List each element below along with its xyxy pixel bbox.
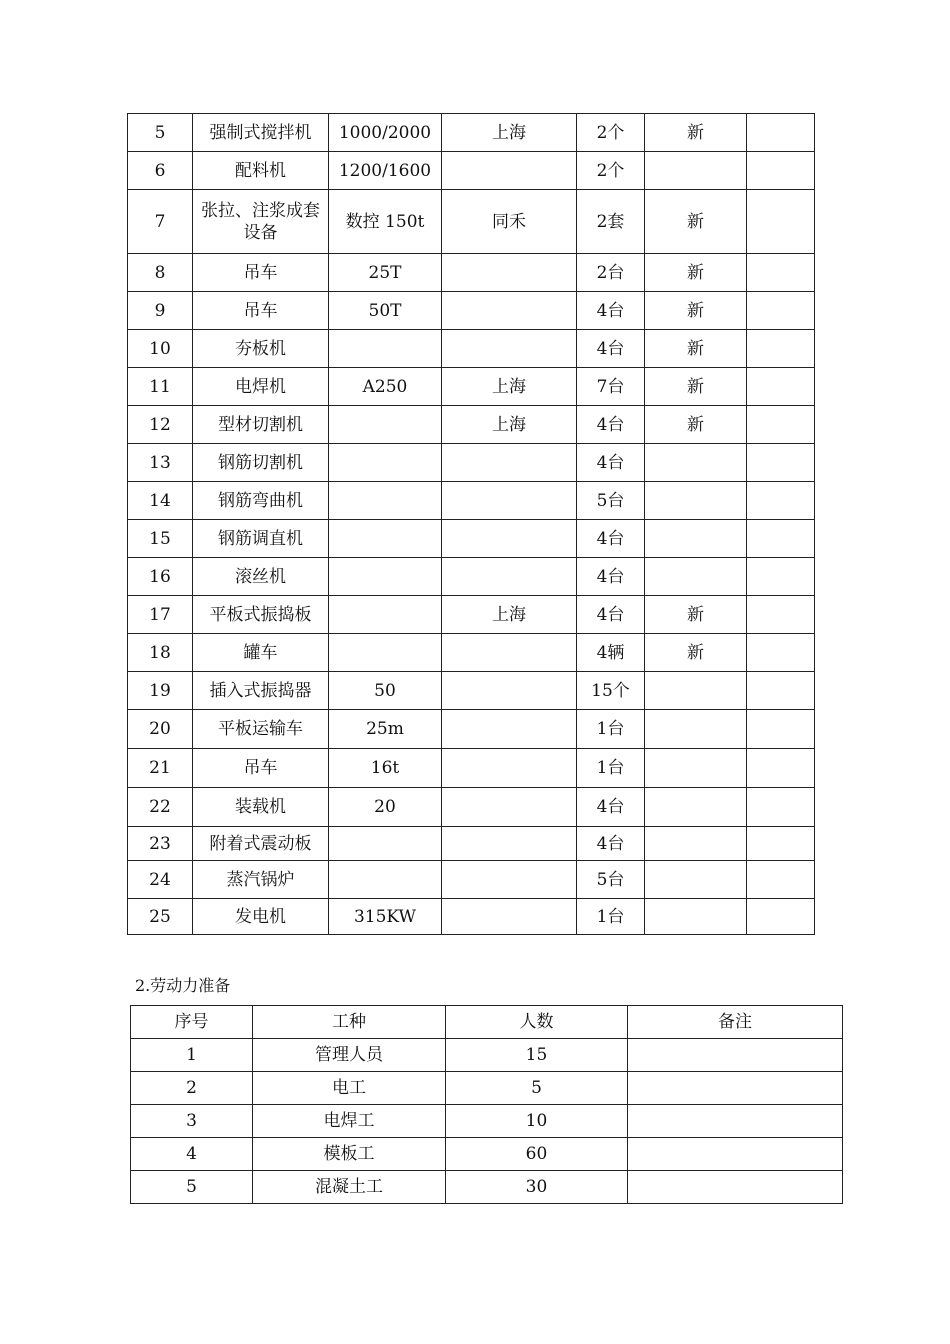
equipment-name: 吊车 [193, 254, 329, 292]
equipment-status: 新 [645, 634, 747, 672]
equipment-name: 电焊机 [193, 368, 329, 406]
labor-note [628, 1171, 843, 1204]
labor-type: 电焊工 [253, 1105, 446, 1138]
equipment-extra [747, 749, 815, 788]
equipment-extra [747, 827, 815, 861]
equipment-qty: 1台 [577, 749, 645, 788]
equipment-status [645, 152, 747, 190]
table-row [128, 634, 815, 672]
equipment-status: 新 [645, 368, 747, 406]
equipment-origin [442, 444, 577, 482]
equipment-extra [747, 634, 815, 672]
table-row [131, 1138, 843, 1171]
table-row [131, 1072, 843, 1105]
equipment-status [645, 861, 747, 899]
equipment-status [645, 827, 747, 861]
equipment-spec: A250 [329, 368, 442, 406]
equipment-status [645, 788, 747, 827]
labor-no: 1 [131, 1039, 253, 1072]
equipment-status: 新 [645, 114, 747, 152]
equipment-origin [442, 520, 577, 558]
labor-type: 模板工 [253, 1138, 446, 1171]
equipment-no: 24 [128, 861, 193, 899]
equipment-no: 23 [128, 827, 193, 861]
table-row [128, 899, 815, 935]
equipment-spec [329, 634, 442, 672]
equipment-extra [747, 672, 815, 710]
equipment-status: 新 [645, 596, 747, 634]
equipment-status: 新 [645, 254, 747, 292]
equipment-qty: 4台 [577, 330, 645, 368]
table-row [128, 406, 815, 444]
labor-type: 管理人员 [253, 1039, 446, 1072]
equipment-spec [329, 827, 442, 861]
table-row [128, 596, 815, 634]
equipment-spec [329, 596, 442, 634]
equipment-qty: 15个 [577, 672, 645, 710]
equipment-name: 钢筋调直机 [193, 520, 329, 558]
equipment-spec: 数控 150t [329, 190, 442, 254]
labor-table [130, 1005, 843, 1204]
equipment-name: 平板式振捣板 [193, 596, 329, 634]
labor-type: 混凝土工 [253, 1171, 446, 1204]
equipment-name: 滚丝机 [193, 558, 329, 596]
equipment-spec [329, 558, 442, 596]
labor-header-no: 序号 [131, 1006, 253, 1039]
equipment-table-body [128, 114, 815, 935]
equipment-origin [442, 710, 577, 749]
equipment-extra [747, 330, 815, 368]
equipment-status [645, 672, 747, 710]
equipment-spec: 50T [329, 292, 442, 330]
equipment-no: 18 [128, 634, 193, 672]
equipment-spec [329, 861, 442, 899]
equipment-status: 新 [645, 406, 747, 444]
equipment-name: 钢筋切割机 [193, 444, 329, 482]
equipment-status [645, 482, 747, 520]
table-row [128, 368, 815, 406]
labor-no: 2 [131, 1072, 253, 1105]
equipment-spec: 1200/1600 [329, 152, 442, 190]
equipment-no: 20 [128, 710, 193, 749]
table-row [128, 292, 815, 330]
equipment-name: 吊车 [193, 292, 329, 330]
equipment-no: 10 [128, 330, 193, 368]
equipment-origin [442, 899, 577, 935]
labor-note [628, 1072, 843, 1105]
equipment-no: 14 [128, 482, 193, 520]
equipment-origin [442, 634, 577, 672]
equipment-extra [747, 444, 815, 482]
equipment-spec: 20 [329, 788, 442, 827]
equipment-spec [329, 406, 442, 444]
table-row [128, 520, 815, 558]
equipment-table [127, 113, 815, 935]
equipment-qty: 5台 [577, 482, 645, 520]
equipment-spec: 16t [329, 749, 442, 788]
equipment-qty: 4台 [577, 788, 645, 827]
equipment-qty: 1台 [577, 710, 645, 749]
labor-type: 电工 [253, 1072, 446, 1105]
table-row [128, 152, 815, 190]
equipment-status: 新 [645, 190, 747, 254]
equipment-qty: 5台 [577, 861, 645, 899]
equipment-no: 8 [128, 254, 193, 292]
equipment-extra [747, 114, 815, 152]
labor-count: 10 [446, 1105, 628, 1138]
equipment-spec: 25m [329, 710, 442, 749]
equipment-no: 6 [128, 152, 193, 190]
equipment-qty: 4台 [577, 520, 645, 558]
equipment-qty: 4台 [577, 406, 645, 444]
labor-count: 5 [446, 1072, 628, 1105]
table-row [128, 114, 815, 152]
equipment-origin [442, 558, 577, 596]
equipment-no: 19 [128, 672, 193, 710]
labor-count: 60 [446, 1138, 628, 1171]
table-row [131, 1171, 843, 1204]
equipment-qty: 4台 [577, 827, 645, 861]
equipment-name: 发电机 [193, 899, 329, 935]
equipment-origin [442, 152, 577, 190]
equipment-extra [747, 482, 815, 520]
table-row [128, 444, 815, 482]
equipment-status: 新 [645, 330, 747, 368]
equipment-name: 夯板机 [193, 330, 329, 368]
labor-note [628, 1138, 843, 1171]
equipment-origin: 同禾 [442, 190, 577, 254]
equipment-status [645, 520, 747, 558]
equipment-origin [442, 672, 577, 710]
table-row [128, 190, 815, 254]
equipment-qty: 2个 [577, 114, 645, 152]
equipment-no: 7 [128, 190, 193, 254]
equipment-no: 13 [128, 444, 193, 482]
equipment-origin [442, 827, 577, 861]
labor-no: 4 [131, 1138, 253, 1171]
equipment-no: 25 [128, 899, 193, 935]
equipment-origin: 上海 [442, 596, 577, 634]
equipment-name: 插入式振捣器 [193, 672, 329, 710]
equipment-name: 型材切割机 [193, 406, 329, 444]
equipment-spec: 50 [329, 672, 442, 710]
equipment-origin [442, 482, 577, 520]
labor-header-row [131, 1006, 843, 1039]
equipment-origin [442, 861, 577, 899]
equipment-status [645, 749, 747, 788]
equipment-no: 21 [128, 749, 193, 788]
table-row [131, 1105, 843, 1138]
labor-section-heading: 2.劳动力准备 [135, 976, 231, 995]
equipment-no: 5 [128, 114, 193, 152]
table-row [128, 749, 815, 788]
equipment-no: 9 [128, 292, 193, 330]
equipment-no: 11 [128, 368, 193, 406]
equipment-qty: 4台 [577, 444, 645, 482]
equipment-qty: 4台 [577, 292, 645, 330]
equipment-name: 附着式震动板 [193, 827, 329, 861]
equipment-no: 17 [128, 596, 193, 634]
equipment-name: 装载机 [193, 788, 329, 827]
equipment-status: 新 [645, 292, 747, 330]
equipment-extra [747, 520, 815, 558]
table-row [128, 861, 815, 899]
table-row [128, 254, 815, 292]
table-row [128, 788, 815, 827]
table-row [128, 330, 815, 368]
equipment-extra [747, 152, 815, 190]
equipment-name: 平板运输车 [193, 710, 329, 749]
labor-count: 15 [446, 1039, 628, 1072]
equipment-extra [747, 406, 815, 444]
equipment-spec [329, 444, 442, 482]
labor-no: 5 [131, 1171, 253, 1204]
labor-header-note: 备注 [628, 1006, 843, 1039]
equipment-origin: 上海 [442, 114, 577, 152]
equipment-no: 16 [128, 558, 193, 596]
equipment-spec: 1000/2000 [329, 114, 442, 152]
labor-count: 30 [446, 1171, 628, 1204]
labor-header-type: 工种 [253, 1006, 446, 1039]
equipment-spec [329, 520, 442, 558]
equipment-spec: 25T [329, 254, 442, 292]
equipment-no: 15 [128, 520, 193, 558]
table-row [128, 710, 815, 749]
equipment-status [645, 710, 747, 749]
equipment-qty: 1台 [577, 899, 645, 935]
equipment-status [645, 558, 747, 596]
equipment-origin [442, 254, 577, 292]
equipment-origin: 上海 [442, 368, 577, 406]
equipment-extra [747, 710, 815, 749]
equipment-qty: 4台 [577, 558, 645, 596]
labor-header-count: 人数 [446, 1006, 628, 1039]
equipment-spec [329, 482, 442, 520]
equipment-extra [747, 788, 815, 827]
equipment-origin [442, 330, 577, 368]
equipment-qty: 4台 [577, 596, 645, 634]
equipment-spec [329, 330, 442, 368]
equipment-status [645, 899, 747, 935]
equipment-extra [747, 596, 815, 634]
table-row [128, 827, 815, 861]
equipment-no: 22 [128, 788, 193, 827]
table-row [131, 1039, 843, 1072]
equipment-qty: 2台 [577, 254, 645, 292]
equipment-no: 12 [128, 406, 193, 444]
equipment-name: 强制式搅拌机 [193, 114, 329, 152]
equipment-origin [442, 749, 577, 788]
labor-note [628, 1039, 843, 1072]
table-row [128, 558, 815, 596]
equipment-status [645, 444, 747, 482]
equipment-name: 吊车 [193, 749, 329, 788]
equipment-qty: 2个 [577, 152, 645, 190]
equipment-qty: 7台 [577, 368, 645, 406]
equipment-origin [442, 788, 577, 827]
equipment-name: 配料机 [193, 152, 329, 190]
labor-note [628, 1105, 843, 1138]
table-row [128, 672, 815, 710]
equipment-origin: 上海 [442, 406, 577, 444]
equipment-name: 张拉、注浆成套设备 [193, 190, 329, 254]
equipment-qty: 2套 [577, 190, 645, 254]
equipment-extra [747, 861, 815, 899]
equipment-extra [747, 190, 815, 254]
labor-table-body [131, 1039, 843, 1204]
equipment-name: 罐车 [193, 634, 329, 672]
equipment-spec: 315KW [329, 899, 442, 935]
equipment-origin [442, 292, 577, 330]
table-row [128, 482, 815, 520]
equipment-extra [747, 558, 815, 596]
equipment-extra [747, 368, 815, 406]
equipment-name: 蒸汽锅炉 [193, 861, 329, 899]
equipment-extra [747, 254, 815, 292]
equipment-qty: 4辆 [577, 634, 645, 672]
equipment-name: 钢筋弯曲机 [193, 482, 329, 520]
labor-no: 3 [131, 1105, 253, 1138]
equipment-extra [747, 292, 815, 330]
equipment-extra [747, 899, 815, 935]
